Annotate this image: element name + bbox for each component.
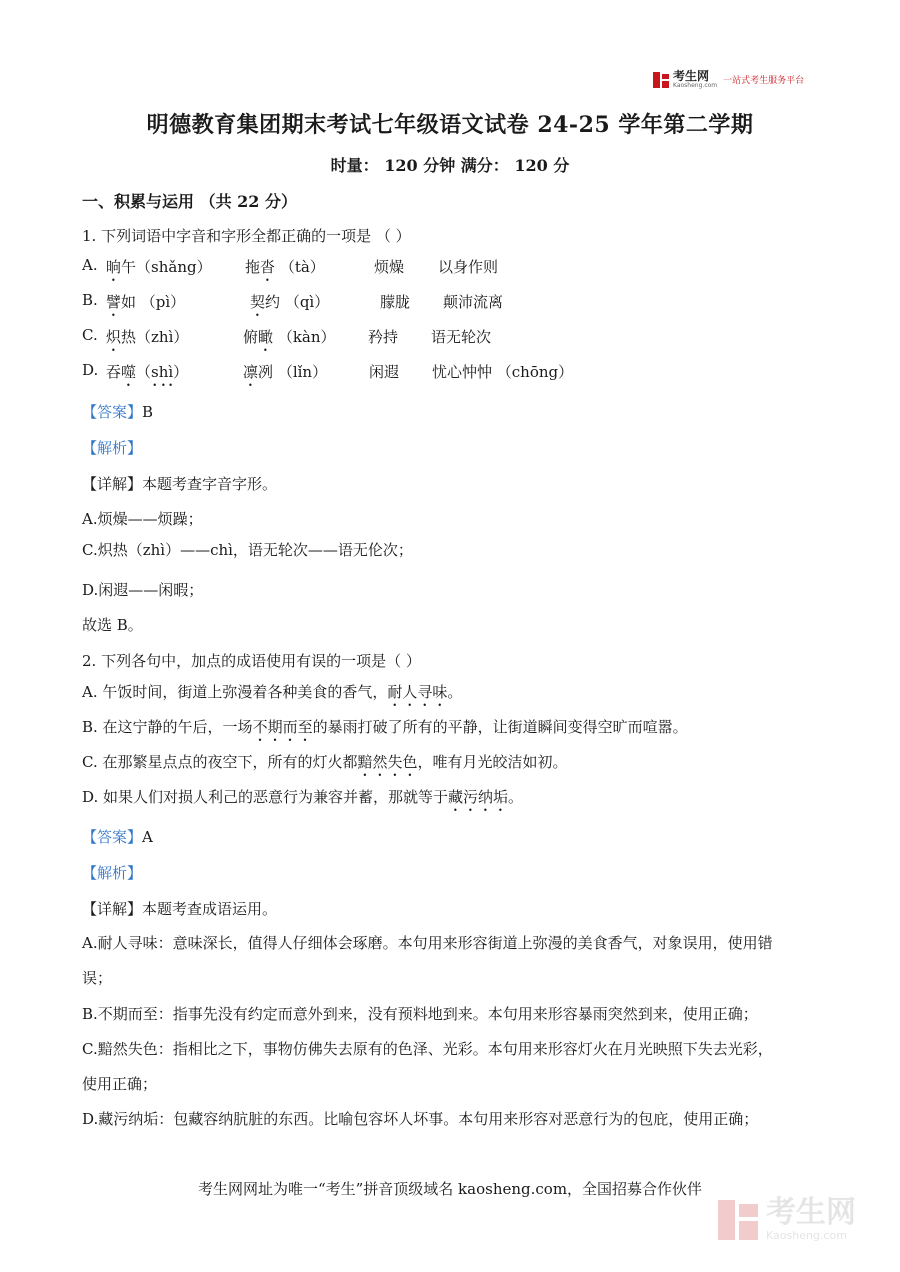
exam-time-score: 时量： 120 分钟 满分： 120 分 bbox=[330, 156, 570, 175]
q1-analysis-tag: 【解析】 bbox=[82, 439, 143, 457]
page-footer: 考生网网址为唯一“考生”拼音顶级域名 kaosheng.com，全国招募合作伙伴 bbox=[197, 1180, 703, 1198]
q1-option-d-word3: 闲遐 bbox=[369, 363, 400, 381]
q1-option-b-word1: 譬如 （pì） bbox=[106, 293, 186, 311]
q1-option-a-word4: 以身作则 bbox=[438, 258, 499, 276]
q2-analysis-line: D.藏污纳垢：包藏容纳肮脏的东西。比喻包容坏人坏事。本句用来形容对恶意行为的包庇，使用正确； bbox=[82, 1110, 759, 1128]
q1-option-a-word2: 拖沓 （tà） bbox=[245, 258, 325, 276]
logo-name: 考生网 bbox=[673, 69, 710, 83]
q2-stem: 2. 下列各句中，加点的成语使用有误的一项是（ ） bbox=[82, 652, 421, 670]
q1-option-d-word2: 凛冽 （lǐn） bbox=[243, 363, 328, 381]
answer-value: A bbox=[142, 828, 153, 846]
q1-option-c-word2: 俯瞰 （kàn） bbox=[243, 328, 336, 346]
q1-option-c-label: C. bbox=[82, 326, 98, 344]
q2-analysis-line: A.耐人寻味：意味深长，值得人仔细体会琢磨。本句用来形容街道上弥漫的美食香气，对象误用，使用错 bbox=[82, 934, 773, 952]
q1-option-c-word1: 炽热（zhì） bbox=[106, 328, 189, 346]
q1-option-b-word4: 颠沛流离 bbox=[443, 293, 504, 311]
q1-option-b-word2: 契约 （qì） bbox=[250, 293, 330, 311]
q1-option-c-word3: 矜持 bbox=[368, 328, 399, 346]
q1-option-d-label: D. bbox=[82, 361, 99, 379]
answer-value: B bbox=[142, 403, 154, 421]
q2-analysis-line: C.黯然失色：指相比之下，事物仿佛失去原有的色泽、光彩。本句用来形容灯火在月光映照下失去光彩， bbox=[82, 1040, 773, 1058]
answer-tag: 【答案】 bbox=[82, 828, 143, 846]
q1-analysis-line: C.炽热（zhì）——chì，语无轮次——语无伦次； bbox=[82, 541, 413, 559]
section-heading: 一、积累与运用 （共 22 分） bbox=[82, 192, 297, 211]
logo-domain: Kaosheng.com bbox=[673, 82, 718, 89]
q2-option-a: A. 午饭时间，街道上弥漫着各种美食的香气，耐人寻味。 bbox=[82, 683, 463, 701]
q2-detail: 【详解】本题考查成语运用。 bbox=[82, 900, 278, 918]
q2-analysis-line: B.不期而至：指事先没有约定而意外到来，没有预料地到来。本句用来形容暴雨突然到来，使用正确； bbox=[82, 1005, 758, 1023]
q2-option-c: C. 在那繁星点点的夜空下，所有的灯火都黯然失色，唯有月光皎洁如初。 bbox=[82, 753, 568, 771]
watermark-name: 考生网 bbox=[766, 1195, 856, 1230]
watermark-logo bbox=[718, 1195, 856, 1242]
q1-option-a-label: A. bbox=[82, 256, 98, 274]
q1-option-d-word4: 忧心忡忡 （chōng） bbox=[432, 363, 574, 381]
q1-analysis-line: D.闲遐——闲暇； bbox=[82, 581, 204, 599]
q1-option-b-word3: 朦胧 bbox=[380, 293, 411, 311]
q1-option-d-word1: 吞噬（shì） bbox=[106, 363, 189, 381]
q1-option-a-word3: 烦燥 bbox=[374, 258, 405, 276]
q2-answer bbox=[82, 826, 153, 847]
kaosheng-logo-icon bbox=[653, 72, 669, 88]
q1-analysis-line: A.烦燥——烦躁； bbox=[82, 510, 203, 528]
q1-detail: 【详解】本题考查字音字形。 bbox=[82, 475, 278, 493]
q1-analysis-line: 故选 B。 bbox=[82, 616, 143, 634]
q2-option-d: D. 如果人们对损人利己的恶意行为兼容并蓄，那就等于藏污纳垢。 bbox=[82, 788, 524, 806]
q2-analysis-tag: 【解析】 bbox=[82, 864, 143, 882]
logo-slogan: 一站式考生服务平台 bbox=[723, 76, 805, 86]
q2-option-b: B. 在这宁静的午后，一场不期而至的暴雨打破了所有的平静，让街道瞬间变得空旷而喧嚣。 bbox=[82, 718, 688, 736]
q1-option-b-label: B. bbox=[82, 291, 98, 309]
header-logo bbox=[653, 70, 804, 89]
q1-option-a-word1: 晌午（shǎng） bbox=[106, 258, 212, 276]
kaosheng-watermark-icon bbox=[718, 1200, 758, 1240]
q1-option-c-word4: 语无轮次 bbox=[431, 328, 492, 346]
q2-analysis-line: 使用正确； bbox=[82, 1075, 158, 1093]
q2-analysis-line: 误； bbox=[82, 969, 113, 987]
q1-stem: 1. 下列词语中字音和字形全都正确的一项是 （ ） bbox=[82, 227, 411, 245]
watermark-domain: Kaosheng.com bbox=[766, 1229, 847, 1242]
q1-answer bbox=[82, 401, 153, 422]
answer-tag: 【答案】 bbox=[82, 403, 143, 421]
page-title: 明德教育集团期末考试七年级语文试卷 24-25 学年第二学期 bbox=[146, 112, 754, 138]
